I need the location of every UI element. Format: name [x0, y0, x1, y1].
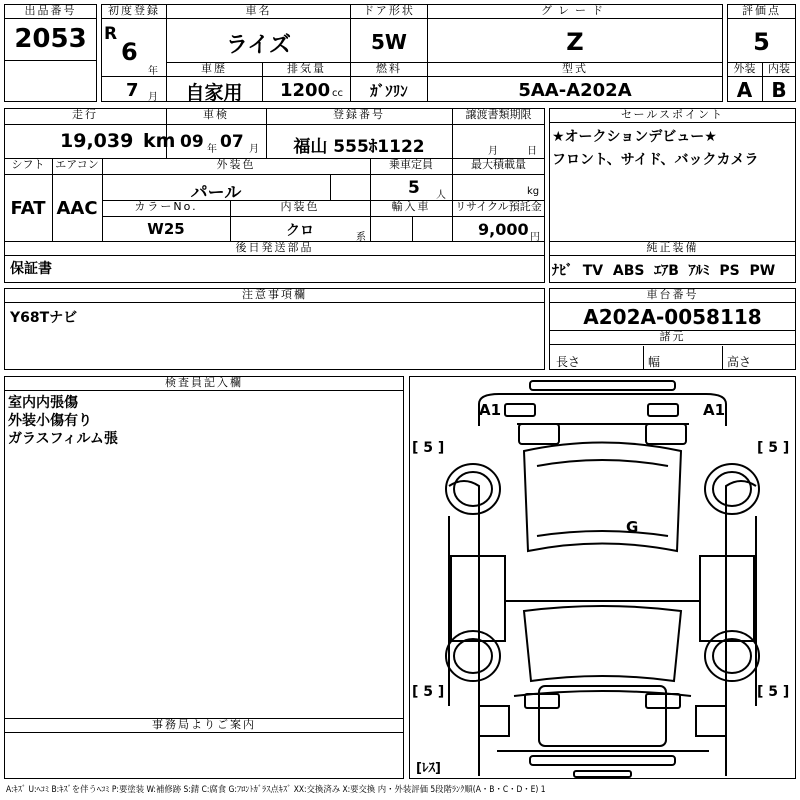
capacity: 5 [408, 178, 420, 198]
car-name: ライズ [225, 33, 292, 58]
score: 5 [753, 28, 770, 56]
inspector-line-1: 室内内張傷 [8, 395, 78, 411]
first-reg-year: 6 [121, 38, 138, 66]
door-type: 5W [371, 30, 407, 54]
interior-grade: B [771, 78, 787, 102]
damage-glass: G [626, 518, 639, 536]
color-number: W25 [147, 220, 185, 238]
legend: A:ｷｽﾞ U:ﾍｺﾐ B:ｷｽﾞを伴うﾍｺﾐ P:要塗装 W:補修跡 S:錆 C:腐食 G:ﾌﾛﾝﾄｶﾞﾗｽ点ｷｽﾞ XX:交換済み X:要交換 内・外装評価 5段階ﾗﾝｸ順(A・B・C・D・E) 1 [6, 784, 546, 794]
tire-front-right: [ 5 ] [757, 440, 790, 456]
history: 自家用 [185, 82, 243, 104]
lot-label: 出品番号 [4, 4, 97, 19]
inspector-line-2: 外装小傷有り [8, 413, 92, 429]
interior-color: クロ [286, 223, 314, 239]
inspection-month: 07 [220, 132, 244, 152]
fuel: ｶﾞｿﾘﾝ [370, 82, 408, 100]
exterior-grade: A [736, 78, 753, 102]
shift: FAT [10, 198, 46, 219]
later-parts: 保証書 [10, 261, 52, 277]
registration-number: 福山 555ﾎ1122 [293, 137, 425, 157]
model-code: 5AA-A202A [518, 80, 632, 101]
spare-tire: [ﾚｽ] [416, 757, 441, 776]
exterior-color: パール [190, 183, 242, 203]
tire-rear-left: [ 5 ] [412, 684, 445, 700]
inspection-year: 09 [180, 132, 204, 152]
lot-number: 2053 [14, 24, 87, 54]
air-conditioner: AAC [56, 198, 98, 219]
first-reg-label: 初度登録 [101, 4, 167, 19]
displacement: 1200 [280, 80, 331, 101]
tire-front-left: [ 5 ] [412, 440, 445, 456]
recycle-fee: 9,000 [478, 220, 529, 239]
genuine-items: ﾅﾋﾞ TV ABS ｴｱB ｱﾙﾐ PS PW [552, 263, 776, 279]
inspector-line-3: ガラスフィルム張 [8, 431, 118, 447]
tire-rear-right: [ 5 ] [757, 684, 790, 700]
era: R [104, 24, 118, 44]
mileage: 19,039 [60, 130, 134, 152]
grade: Z [566, 28, 584, 56]
first-reg-month: 7 [126, 80, 139, 101]
notes-text: Y68Tナビ [10, 310, 78, 326]
damage-front-left: A1 [479, 401, 502, 419]
car-diagram [409, 376, 796, 779]
damage-front-right: A1 [703, 401, 726, 419]
sales-point-line-2: フロント、サイド、バックカメラ [552, 152, 759, 168]
car-name-label: 車名 [166, 4, 351, 19]
chassis-number: A202A-0058118 [583, 305, 762, 329]
sales-point-line-1: ★オークションデビュー★ [552, 129, 717, 145]
